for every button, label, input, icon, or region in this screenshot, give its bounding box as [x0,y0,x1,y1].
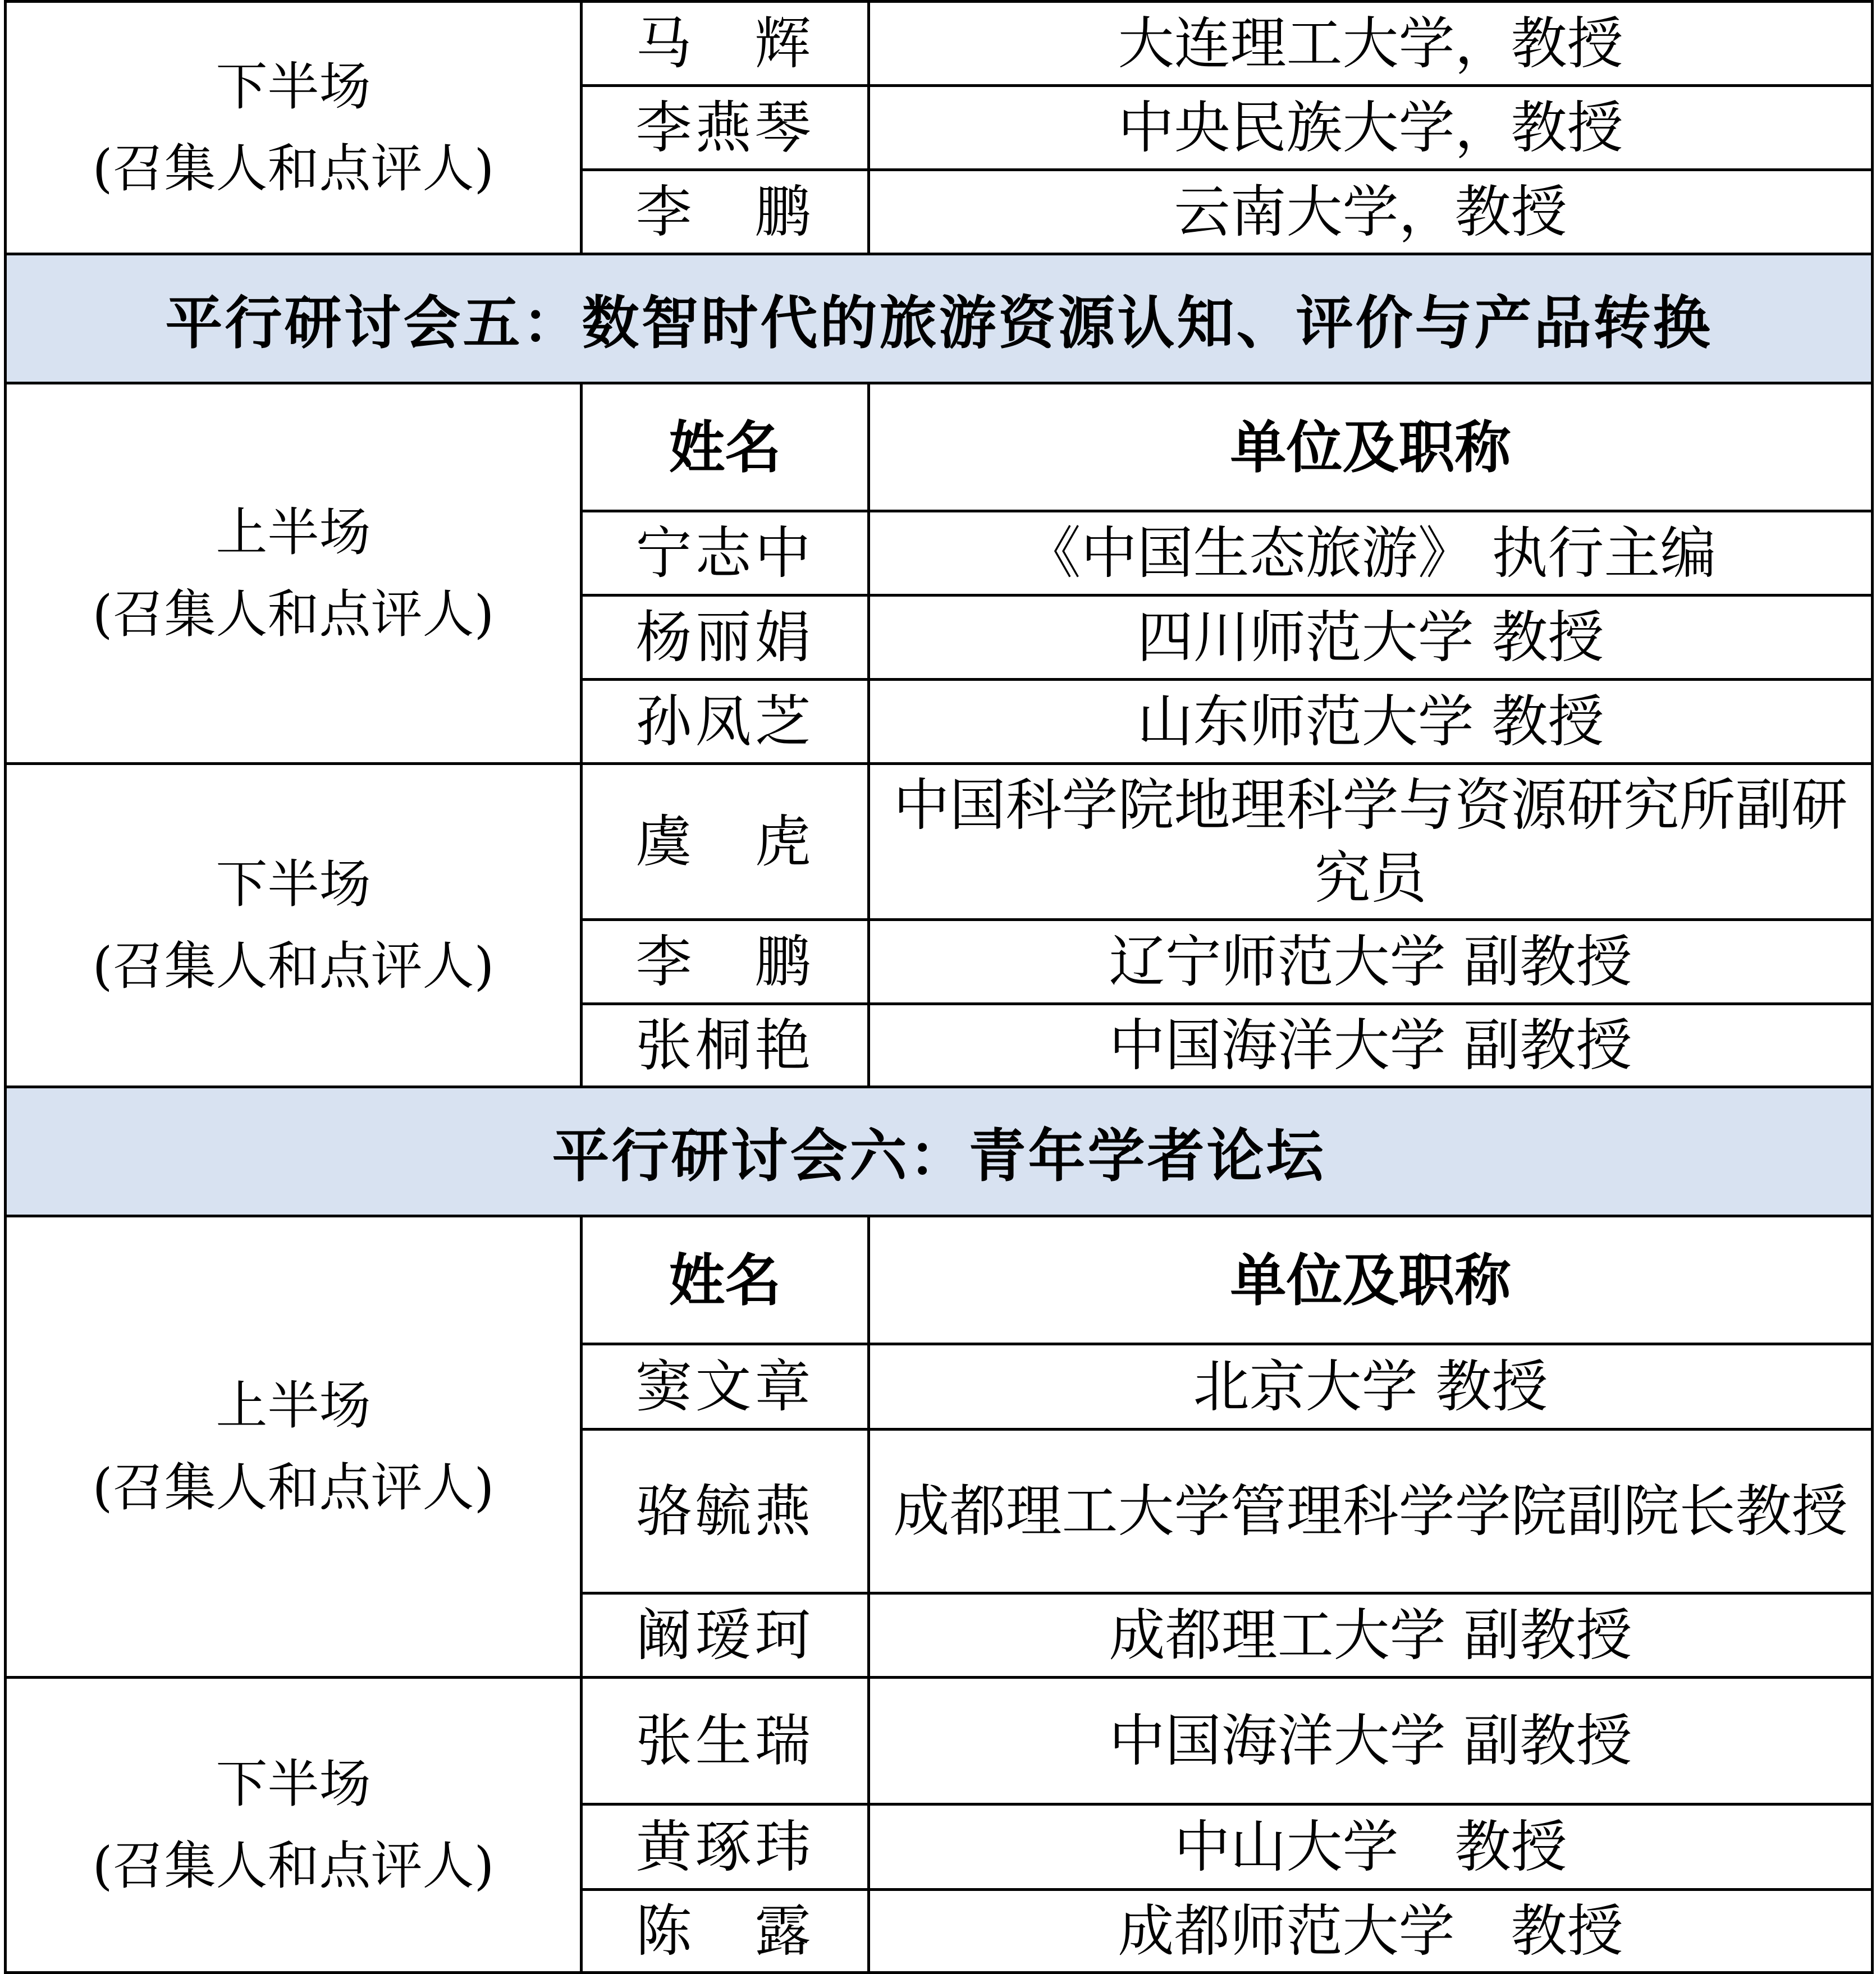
name-cell: 张生瑞 [582,1678,869,1804]
affiliation-cell: 云南大学，教授 [869,170,1873,254]
session-sublabel: (召集人和点评人) [92,138,495,199]
session-label: 上半场 [216,1375,371,1436]
session-cell [6,764,582,1087]
name-cell: 孙凤芝 [582,680,869,764]
name-cell: 宁志中 [582,511,869,596]
name-column-header: 姓名 [582,1216,869,1344]
table-row [6,1216,1873,1344]
name-cell: 李燕琴 [582,86,869,170]
schedule-table [4,0,1874,1974]
session-label: 上半场 [216,502,371,562]
name-cell: 马 辉 [582,2,869,86]
name-cell: 窦文章 [582,1344,869,1430]
session-sublabel: (召集人和点评人) [92,584,495,644]
table-row [6,764,1873,920]
section-title-row [6,1087,1873,1216]
session-cell [6,1678,582,1973]
affiliation-cell: 中国海洋大学 副教授 [869,1678,1873,1804]
session-label: 下半场 [216,854,371,914]
section-title: 平行研讨会五：数智时代的旅游资源认知、评价与产品转换 [6,254,1873,383]
affiliation-column-header: 单位及职称 [869,1216,1873,1344]
name-column-header: 姓名 [582,383,869,511]
name-cell: 骆毓燕 [582,1430,869,1593]
affiliation-cell: 成都理工大学 副教授 [869,1593,1873,1678]
affiliation-cell: 成都理工大学管理科学学院副院长教授 [869,1430,1873,1593]
affiliation-cell: 中央民族大学，教授 [869,86,1873,170]
session-sublabel: (召集人和点评人) [92,1835,495,1896]
name-cell: 黄琢玮 [582,1804,869,1890]
affiliation-cell: 成都师范大学 教授 [869,1890,1873,1973]
session-cell [6,2,582,254]
affiliation-cell: 《中国生态旅游》 执行主编 [869,511,1873,596]
affiliation-cell: 山东师范大学 教授 [869,680,1873,764]
affiliation-cell: 中山大学 教授 [869,1804,1873,1890]
affiliation-cell: 中国海洋大学 副教授 [869,1004,1873,1087]
session-sublabel: (召集人和点评人) [92,1457,495,1518]
affiliation-column-header: 单位及职称 [869,383,1873,511]
name-cell: 杨丽娟 [582,596,869,680]
session-label: 下半场 [216,56,371,117]
name-cell: 虞 虎 [582,764,869,920]
section-title-row [6,254,1873,383]
table-row [6,2,1873,86]
affiliation-cell: 大连理工大学，教授 [869,2,1873,86]
name-cell: 阚瑷珂 [582,1593,869,1678]
table-row [6,1678,1873,1804]
session-label: 下半场 [216,1753,371,1814]
table-row [6,383,1873,511]
name-cell: 陈 露 [582,1890,869,1973]
session-sublabel: (召集人和点评人) [92,936,495,996]
name-cell: 张桐艳 [582,1004,869,1087]
affiliation-cell: 辽宁师范大学 副教授 [869,920,1873,1004]
affiliation-cell: 北京大学 教授 [869,1344,1873,1430]
session-cell [6,1216,582,1678]
affiliation-cell: 四川师范大学 教授 [869,596,1873,680]
section-title: 平行研讨会六：青年学者论坛 [6,1087,1873,1216]
affiliation-cell: 中国科学院地理科学与资源研究所副研究员 [869,764,1873,920]
name-cell: 李 鹏 [582,920,869,1004]
name-cell: 李 鹏 [582,170,869,254]
session-cell [6,383,582,764]
